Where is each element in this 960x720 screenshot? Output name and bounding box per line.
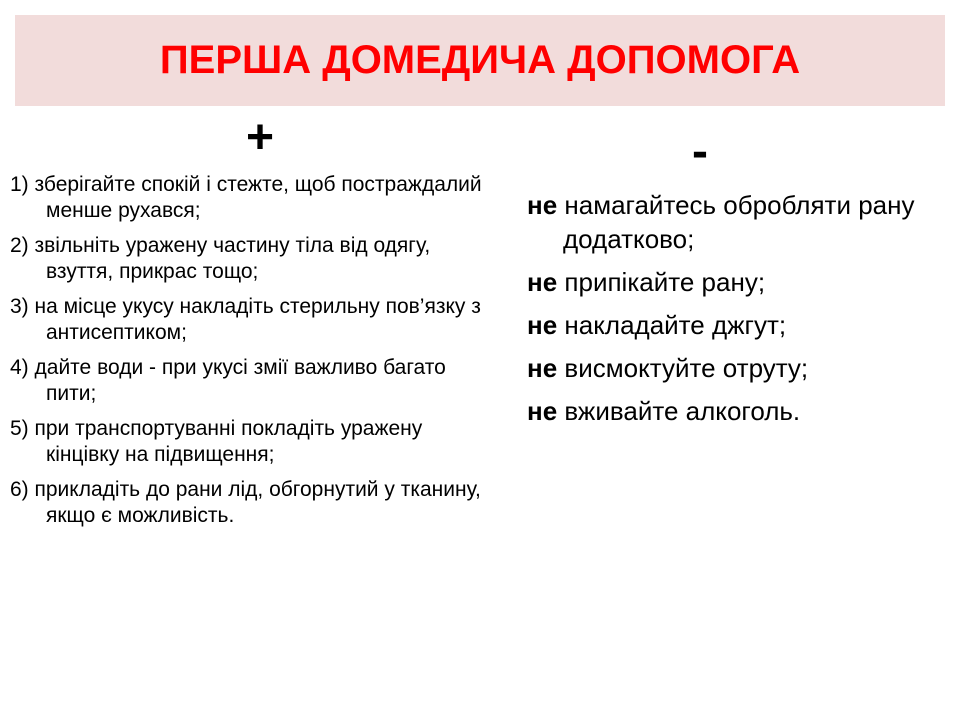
negation-word: не [527,310,558,340]
negation-word: не [527,190,558,220]
plus-sign: + [245,111,275,164]
dont-item-text: намагайтесь обробляти рану додатково; [563,190,915,254]
page-title: ПЕРША ДОМЕДИЧА ДОПОМОГА [159,38,801,82]
dont-item-text: накладайте джгут; [564,310,787,340]
dont-item-text: вживайте алкоголь. [564,396,801,426]
dont-item [527,308,947,342]
do-item: 1) зберігайте спокій і стежте, щоб постраждалий менше рухався; [10,173,482,222]
negation-word: не [527,396,558,426]
dont-list [527,188,947,437]
negation-word: не [527,353,558,383]
do-item: 5) при транспортуванні покладіть уражену кінцівку на підвищення; [10,417,423,466]
dont-item-text: припікайте рану; [564,267,766,297]
dont-item [527,265,947,299]
dont-item-text: висмоктуйте отруту; [564,353,809,383]
do-item: 3) на місце укусу накладіть стерильну пов’язку з антисептиком; [10,295,481,344]
minus-sign: - [692,125,708,178]
dont-item [527,394,947,428]
dont-item [527,351,947,385]
do-item: 4) дайте води - при укусі змії важливо багато пити; [10,356,446,405]
title-banner [15,15,945,106]
negation-word: не [527,267,558,297]
do-item: 2) звільніть уражену частину тіла від одягу, взуття, прикрас тощо; [10,234,431,283]
dont-item [527,188,947,256]
do-list [10,172,490,538]
do-item: 6) прикладіть до рани лід, обгорнутий у тканину, якщо є можливість. [10,478,481,527]
